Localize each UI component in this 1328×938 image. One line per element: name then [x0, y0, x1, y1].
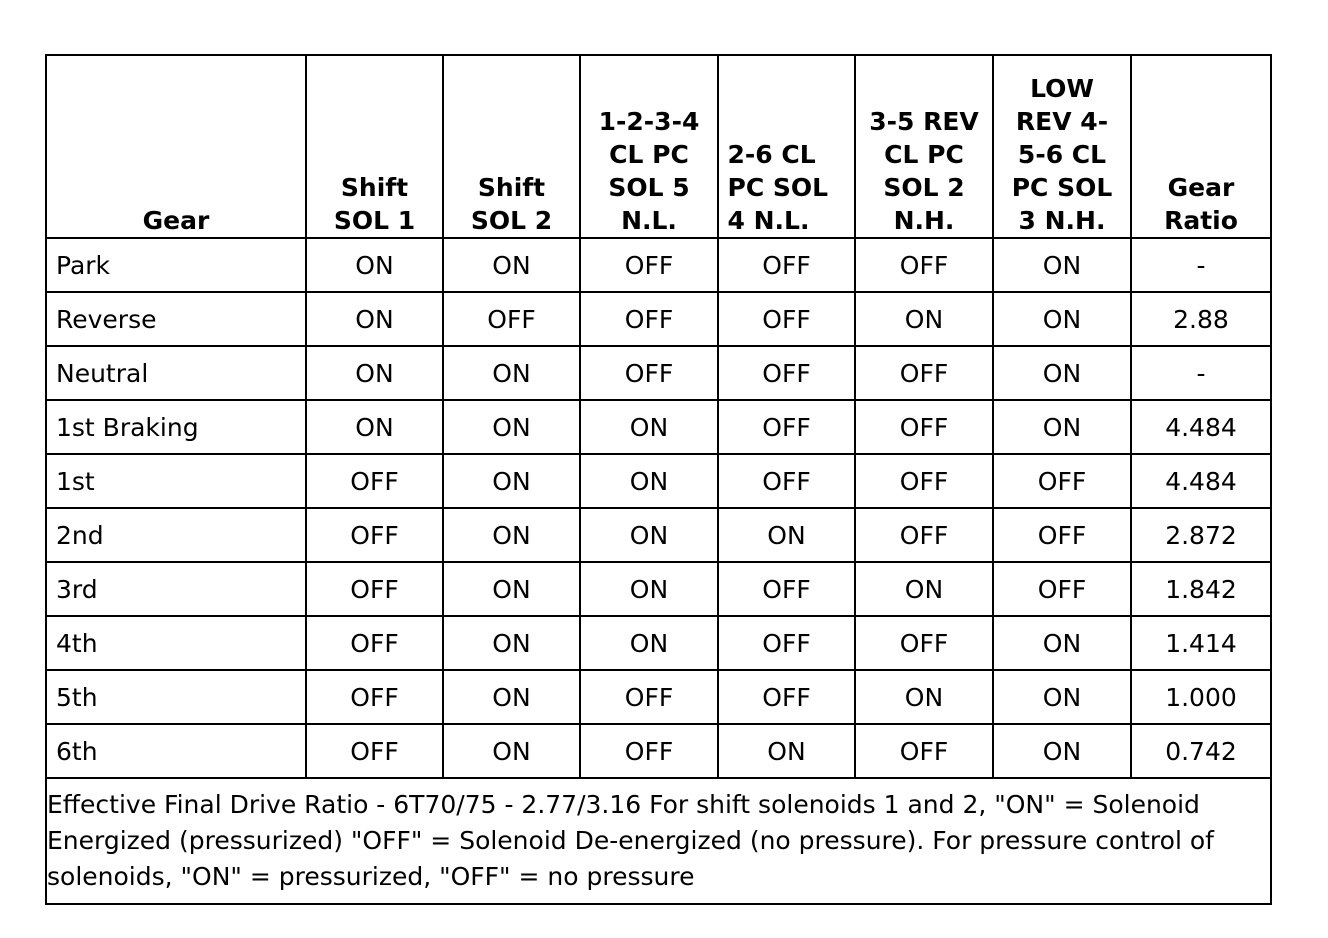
header-shift-sol-2	[443, 55, 580, 238]
shift-sol-2-cell: ON	[443, 508, 580, 562]
sol-5-cell: ON	[580, 454, 718, 508]
header-shift-sol-1-label: Shift SOL 1	[333, 173, 416, 235]
sol-5-cell: OFF	[580, 346, 718, 400]
sol-3-cell: ON	[993, 346, 1131, 400]
sol-3-cell: OFF	[993, 508, 1131, 562]
header-26-cl-pc-sol-4-label: 2-6 CL PC SOL 4 N.L.	[727, 140, 829, 235]
shift-sol-2-cell: ON	[443, 346, 580, 400]
gear-ratio-cell: -	[1131, 238, 1271, 292]
sol-4-cell: OFF	[718, 346, 855, 400]
table-row	[46, 508, 1271, 562]
table-row	[46, 562, 1271, 616]
header-26-cl-pc-sol-4	[718, 55, 855, 238]
sol-4-cell: OFF	[718, 562, 855, 616]
gear-ratio-cell: -	[1131, 346, 1271, 400]
gear-cell: 4th	[46, 616, 306, 670]
sol-5-cell: ON	[580, 616, 718, 670]
gear-ratio-cell: 1.000	[1131, 670, 1271, 724]
sol-2-cell: OFF	[855, 616, 993, 670]
gear-cell: Neutral	[46, 346, 306, 400]
sol-3-cell: OFF	[993, 562, 1131, 616]
sol-5-cell: OFF	[580, 724, 718, 778]
sol-3-cell: ON	[993, 724, 1131, 778]
sol-2-cell: OFF	[855, 238, 993, 292]
sol-5-cell: ON	[580, 508, 718, 562]
sol-4-cell: OFF	[718, 454, 855, 508]
gear-ratio-cell: 2.88	[1131, 292, 1271, 346]
sol-5-cell: OFF	[580, 670, 718, 724]
shift-sol-2-cell: ON	[443, 454, 580, 508]
gear-cell: 5th	[46, 670, 306, 724]
sol-3-cell: OFF	[993, 454, 1131, 508]
sol-5-cell: ON	[580, 562, 718, 616]
shift-sol-1-cell: OFF	[306, 454, 443, 508]
gear-cell: 1st	[46, 454, 306, 508]
shift-sol-1-cell: ON	[306, 238, 443, 292]
gear-cell: Park	[46, 238, 306, 292]
table-row	[46, 238, 1271, 292]
table-row	[46, 400, 1271, 454]
table-row	[46, 724, 1271, 778]
sol-2-cell: ON	[855, 562, 993, 616]
sol-4-cell: ON	[718, 508, 855, 562]
table-row	[46, 346, 1271, 400]
sol-5-cell: OFF	[580, 238, 718, 292]
header-low-rev-456-cl-pc-sol-3-label: LOW REV 4-5-6 CL PC SOL 3 N.H.	[1011, 74, 1113, 235]
shift-sol-1-cell: OFF	[306, 670, 443, 724]
header-35-rev-cl-pc-sol-2	[855, 55, 993, 238]
gear-ratio-cell: 4.484	[1131, 400, 1271, 454]
sol-5-cell: OFF	[580, 292, 718, 346]
shift-sol-2-cell: OFF	[443, 292, 580, 346]
sol-2-cell: OFF	[855, 508, 993, 562]
sol-3-cell: ON	[993, 670, 1131, 724]
shift-sol-1-cell: OFF	[306, 562, 443, 616]
header-row	[46, 55, 1271, 238]
table-row	[46, 616, 1271, 670]
footnote-row	[46, 778, 1271, 904]
shift-sol-2-cell: ON	[443, 400, 580, 454]
gear-ratio-cell: 1.842	[1131, 562, 1271, 616]
shift-sol-2-cell: ON	[443, 670, 580, 724]
gear-ratio-cell: 1.414	[1131, 616, 1271, 670]
shift-sol-2-cell: ON	[443, 562, 580, 616]
header-35-rev-cl-pc-sol-2-label: 3-5 REV CL PC SOL 2 N.H.	[869, 107, 979, 235]
sol-4-cell: OFF	[718, 238, 855, 292]
header-gear-ratio	[1131, 55, 1271, 238]
sol-4-cell: OFF	[718, 292, 855, 346]
sol-2-cell: OFF	[855, 400, 993, 454]
table-row	[46, 292, 1271, 346]
shift-sol-2-cell: ON	[443, 616, 580, 670]
gear-cell: 3rd	[46, 562, 306, 616]
sol-4-cell: ON	[718, 724, 855, 778]
header-shift-sol-1	[306, 55, 443, 238]
header-gear	[46, 55, 306, 238]
shift-sol-1-cell: ON	[306, 400, 443, 454]
header-gear-label: Gear	[142, 206, 210, 235]
sol-3-cell: ON	[993, 400, 1131, 454]
header-shift-sol-2-label: Shift SOL 2	[470, 173, 553, 235]
sol-2-cell: OFF	[855, 724, 993, 778]
table-row	[46, 454, 1271, 508]
shift-sol-1-cell: ON	[306, 292, 443, 346]
sol-2-cell: OFF	[855, 454, 993, 508]
footnote-text: Effective Final Drive Ratio - 6T70/75 - 2.77/3.16 For shift solenoids 1 and 2, "ON" = Solenoid Energized (pressurized) "OFF" = Solenoid De-energized (no pressure). For pressure control of solenoids, "ON" = pressurized, "OFF" = no pressure	[46, 778, 1271, 904]
shift-sol-1-cell: OFF	[306, 616, 443, 670]
sol-2-cell: OFF	[855, 346, 993, 400]
sol-4-cell: OFF	[718, 400, 855, 454]
gear-ratio-cell: 2.872	[1131, 508, 1271, 562]
sol-2-cell: ON	[855, 670, 993, 724]
sol-5-cell: ON	[580, 400, 718, 454]
sol-3-cell: ON	[993, 616, 1131, 670]
gear-ratio-cell: 4.484	[1131, 454, 1271, 508]
header-1234-cl-pc-sol-5-label: 1-2-3-4 CL PC SOL 5 N.L.	[598, 107, 700, 235]
gear-ratio-cell: 0.742	[1131, 724, 1271, 778]
shift-sol-1-cell: OFF	[306, 724, 443, 778]
gear-cell: 1st Braking	[46, 400, 306, 454]
header-gear-ratio-label: Gear Ratio	[1164, 173, 1238, 235]
shift-sol-2-cell: ON	[443, 238, 580, 292]
sol-2-cell: ON	[855, 292, 993, 346]
sol-4-cell: OFF	[718, 670, 855, 724]
shift-sol-2-cell: ON	[443, 724, 580, 778]
sol-3-cell: ON	[993, 238, 1131, 292]
header-low-rev-456-cl-pc-sol-3	[993, 55, 1131, 238]
gear-cell: 2nd	[46, 508, 306, 562]
sol-4-cell: OFF	[718, 616, 855, 670]
table-row	[46, 670, 1271, 724]
shift-sol-1-cell: OFF	[306, 508, 443, 562]
solenoid-application-table	[45, 54, 1272, 905]
shift-sol-1-cell: ON	[306, 346, 443, 400]
header-1234-cl-pc-sol-5	[580, 55, 718, 238]
sol-3-cell: ON	[993, 292, 1131, 346]
gear-cell: Reverse	[46, 292, 306, 346]
gear-cell: 6th	[46, 724, 306, 778]
